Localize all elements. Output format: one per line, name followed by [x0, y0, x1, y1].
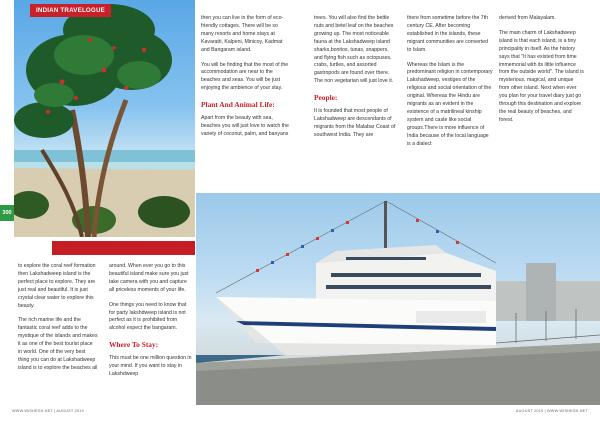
paragraph: You will be finding that the most of the accommodation are near to the beaches and seas. You will be just enjoying the ambience of your stay. — [201, 61, 289, 92]
heading-where-to-stay: Where To Stay: — [109, 340, 159, 350]
paragraph: trees. You will also find the bettle nuts and betel leaf on the beaches growing up. The most noticeable fauna at the Lakshadweep island sharks,bonitos, tunas, snappers, and flying fish such as octopuses, crabs, turtles, and assorted gastropods are found over there. The non vegetarian will just love it. — [314, 15, 394, 85]
beach-palm-photo — [14, 0, 195, 237]
red-decorative-band — [52, 241, 195, 255]
right-column-2 — [407, 15, 493, 156]
paragraph: The main charm of Lakshadweep island is that each island, is a tiny principality in itself. As the history says that "It has existed from time immemorial with its little influence from the outside world". The island is mysterious, magical, and unique from other island. Next when ever you plan for your travel diary just go through this destination and explore the real beauty of beaches, and forest. — [499, 29, 584, 123]
paragraph: The rich marine life and the fantastic coral reef adds to the mystique of the islands and makes it as one of the best tourist place in world. One of the very best thing you can do at Lakshadweep island is to explore the beaches all — [18, 317, 98, 371]
paragraph: then you can live in the form of eco-friendly cottages. There will be so many resorts and home stays at Kavaratti, Kalpeni, Minicoy, Kadmat and Bangaram island. — [201, 15, 284, 53]
right-column-1 — [314, 15, 398, 147]
heading-people: People: — [314, 93, 338, 103]
left-column-3 — [201, 15, 289, 146]
heading-plant-animal-life: Plant And Animal Life: — [201, 100, 275, 110]
left-footer: WWW.WISHESH.NET | AUGUST 2019 — [12, 409, 84, 413]
right-footer: AUGUST 2019 | WWW.WISHESH.NET — [515, 409, 588, 413]
paragraph: Whereas the Islam is the predominant religion in contemporary Lakshadweep, vestiges of the religious and social orientation of the original. Whereas the Hindu are migrants as an evident in the existence of a matrilineal kinship system and caste like social groups.There is more influence of India because of the local language is a dialect — [407, 61, 493, 147]
left-column-2 — [109, 263, 193, 386]
paragraph: derived from Malayalam. — [499, 15, 556, 21]
section-tag: INDIAN TRAVELOGUE — [30, 4, 111, 17]
paragraph: This must be one million question in your mind. If you want to stay in Lakshdweep — [109, 355, 192, 378]
left-column-1 — [18, 263, 98, 380]
paragraph: One things you need to know that for party lakshdweep island is not perfect as it is prohibited from alcohol expect the bangaram. — [109, 301, 187, 332]
paragraph: there from sometime before the 7th century CE. After becoming established in the islands, these migrant communities are converted to Islam. — [407, 15, 489, 53]
paragraph: It is founded that most people of Lakshadweep are descendants of migrants from the Malabar Coast of southwest India. They are — [314, 108, 396, 138]
right-column-3 — [499, 15, 585, 132]
paragraph: to explore the coral reef formation then Lakshadweep island is the perfect place to explore. They are just real and beautiful. It is just crystal clear water to explore this beauty. — [18, 263, 96, 309]
cruise-ship-photo — [196, 193, 600, 405]
paragraph: around. When ever you go to this beautiful island make sure you just take camera with you and capture all priceless moments of your life. — [109, 263, 189, 293]
paragraph: Apart from the beauty with sea, beaches you will just love to watch the variety of coconut, palm, and banyans — [201, 115, 289, 137]
page-number: 300 — [0, 205, 14, 221]
